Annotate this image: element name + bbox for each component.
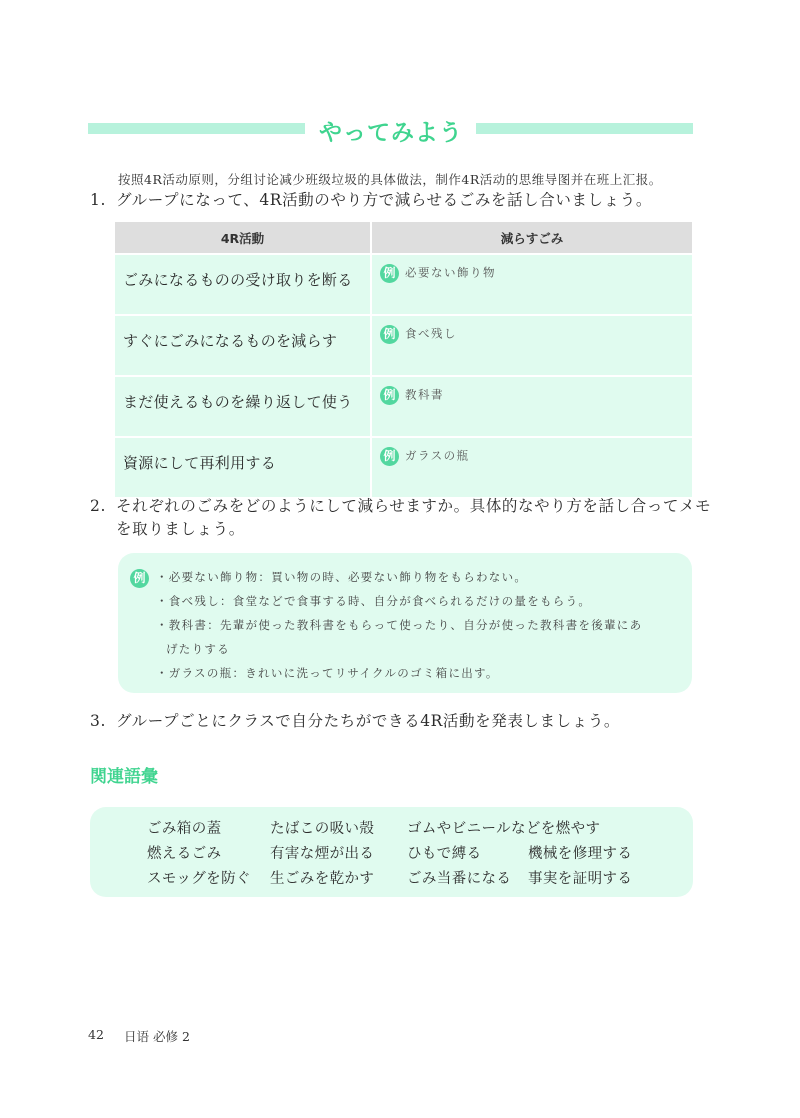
- table-row: [115, 437, 692, 497]
- table-row: [115, 376, 692, 437]
- activity-cell: すぐにごみになるものを減らす: [115, 315, 371, 376]
- column-header-reduce: 減らすごみ: [371, 222, 692, 254]
- question-1: [90, 187, 652, 214]
- vocab-word: たばこの吸い殻: [270, 821, 375, 837]
- example-item: ・食べ残し：食堂などで食事する時、自分が食べられるだけの量をもらう。: [156, 594, 592, 608]
- example-item: ・教科書：先輩が使った教科書をもらって使ったり、自分が使った教科書を後輩にあ: [156, 618, 643, 632]
- question-text: グループになって、4R活動のやり方で減らせるごみを話し合いましょう。: [116, 191, 652, 209]
- vocab-word: ゴムやビニールなどを燃やす: [407, 821, 601, 837]
- table-row: [115, 254, 692, 315]
- vocab-word: ごみ当番になる: [407, 871, 512, 887]
- example-item: ・ガラスの瓶：きれいに洗ってリサイクルのゴミ箱に出す。: [156, 666, 499, 680]
- example-badge: 例: [380, 386, 399, 405]
- example-badge: 例: [380, 264, 399, 283]
- example-badge: 例: [130, 569, 149, 588]
- example-item: ・必要ない飾り物：買い物の時、必要ない飾り物をもらわない。: [156, 570, 528, 584]
- vocab-word: ごみ箱の蓋: [147, 821, 222, 837]
- question-text: グループごとにクラスで自分たちができる4R活動を発表しましょう。: [116, 712, 621, 730]
- example-text: 必要ない飾り物: [405, 265, 496, 280]
- example-badge: 例: [380, 447, 399, 466]
- intro-instruction: 按照4R活动原则，分组讨论减少班级垃圾的具体做法，制作4R活动的思维导图并在班上汇报。: [118, 172, 662, 187]
- vocab-word: ひもで縛る: [407, 846, 482, 862]
- example-badge: 例: [380, 325, 399, 344]
- activity-cell: ごみになるものの受け取りを断る: [115, 254, 371, 315]
- page-number: 42: [88, 1027, 104, 1042]
- activity-cell: 資源にして再利用する: [115, 437, 371, 497]
- book-title: 日语 必修 2: [124, 1029, 190, 1044]
- example-item-continued: げたりする: [166, 642, 230, 656]
- activity-table: [115, 222, 692, 497]
- table-row: [115, 315, 692, 376]
- example-text: ガラスの瓶: [405, 448, 470, 463]
- question-text-line1: それぞれのごみをどのようにして減らせますか。具体的なやり方を話し合ってメモ: [116, 497, 712, 515]
- activity-cell: まだ使えるものを繰り返して使う: [115, 376, 371, 437]
- vocab-word: 機械を修理する: [528, 846, 633, 862]
- example-cell: [371, 437, 692, 497]
- table-header-row: [115, 222, 692, 254]
- header-bar-left: [88, 123, 305, 134]
- question-3: [90, 708, 620, 735]
- example-text: 食べ残し: [405, 326, 457, 341]
- question-number: 1.: [90, 191, 106, 209]
- question-number: 2.: [90, 497, 106, 515]
- example-cell: [371, 315, 692, 376]
- example-text: 教科書: [405, 387, 444, 402]
- vocab-word: スモッグを防ぐ: [147, 871, 251, 887]
- vocab-word: 事実を証明する: [528, 871, 633, 887]
- example-cell: [371, 376, 692, 437]
- section-title: やってみよう: [319, 120, 463, 146]
- question-number: 3.: [90, 712, 106, 730]
- question-2-continued: を取りましょう。: [116, 520, 245, 538]
- vocab-word: 生ごみを乾かす: [270, 871, 375, 887]
- vocab-heading: 関連語彙: [90, 767, 158, 787]
- column-header-activity: 4R活動: [115, 222, 371, 254]
- header-bar-right: [476, 123, 693, 134]
- vocab-word: 有害な煙が出る: [270, 846, 375, 862]
- vocab-box: [90, 807, 693, 897]
- example-cell: [371, 254, 692, 315]
- example-box: [118, 553, 692, 693]
- vocab-word: 燃えるごみ: [147, 846, 222, 862]
